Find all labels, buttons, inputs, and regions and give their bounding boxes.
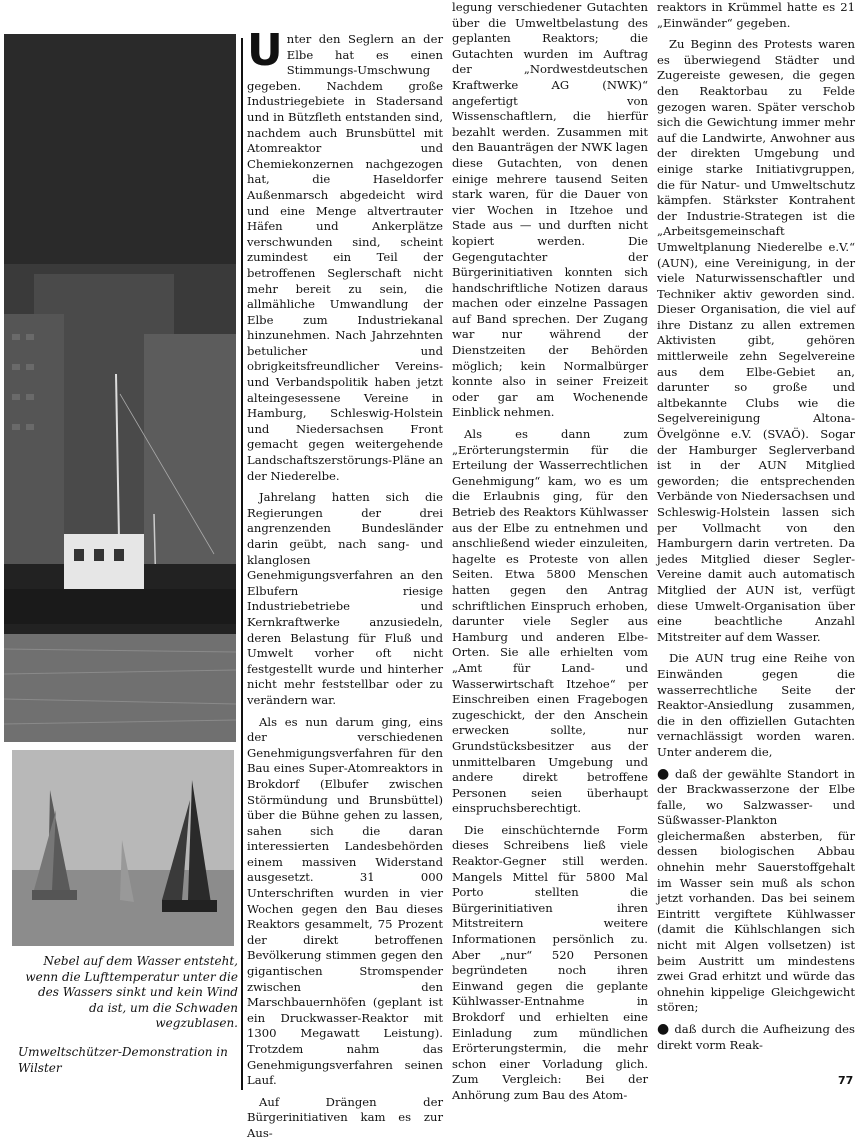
paragraph: Als es dann zum „Erörterungstermin für die Erteilung der Wasserrechtlichen Genehmigung“ kam, wo es um die Erlaubnis ging, für den Betrieb des Reaktors Kühlwasser aus der Elbe zu entnehmen und anschließend wieder einzuleiten, hagelte es Proteste von allen Seiten. Etwa 5800 Menschen hatten gegen den Antrag schriftlichen Einspruch erhoben, darunter viele Segler aus Hamburg und anderen Elbe-Orten. Sie alle erhielten vom „Amt für Land- und Wasserwirtschaft Itzehoe“ per Einschreiben einen Fragebogen zugeschickt, der den Anschein erwecken sollte, nur Grundstücksbesitzer aus der unmittelbaren Umgebung und andere direkt betroffene Personen seien überhaupt einspruchsberechtigt. [452, 427, 648, 816]
bullet-item [657, 1022, 855, 1053]
paragraph-text: nter den Seglern an der Elbe hat es einen Stimmungs-Umschwung gegeben. Nachdem große Industriegebiete in Stadersand und in Bützfleth entstanden sind, nachdem auch Brunsbüttel mit Atomreaktor und Chemiekonzernen nachgezogen hat, die Haseldorfer Außenmarsch abgedeicht wird und eine Menge altvertrauter Häfen und Ankerplätze verschwunden sind, scheint zumindest ein Teil der betroffenen Seglerschaft nicht mehr bereit zu sein, die allmähliche Umwandlung der Elbe zum Industriekanal hinzunehmen. Nach Jahrzehnten betulicher und obrigkeitsfreundlicher Vereins- und Verbandspolitik haben jetzt alteingesessene Vereine in Hamburg, Schleswig-Holstein und Niedersachsen Front gemacht gegen weitergehende Landschaftszerstörungs-Pläne an der Niederelbe. [247, 32, 443, 483]
paragraph: Auf Drängen der Bürgerinitiativen kam es zur Aus- [247, 1094, 443, 1140]
bullet-text: daß der gewählte Standort in der Brackwasserzone der Elbe falle, wo Salzwasser- und Süßwasser-Plankton gleichermaßen absterben, für dessen biologischen Abbau ohnehin mehr Sauerstoffgehalt im Wasser sein muß als schon jetzt vorhanden. Das bei seinem Eintritt vergiftete Kühlwasser (damit die Kühlschlangen sich nicht mit Algen vollsetzen) ist beim Austritt um mindestens zwei Grad erhitzt und würde das ohnehin kippelige Gleichgewicht stören; [657, 766, 856, 1015]
fog-sailboats-photo [12, 750, 234, 946]
fog-photo-caption: Nebel auf dem Wasser entsteht, wenn die Lufttemperatur unter die des Wassers sinkt und kein Wind da ist, um die Schwaden wegzublasen. [25, 954, 238, 1030]
drop-cap: U [247, 25, 283, 76]
paragraph [247, 25, 443, 484]
bullet-icon: ● [657, 1021, 671, 1037]
column-rule [241, 38, 243, 1090]
harbor-photo [4, 34, 236, 742]
paragraph: Die einschüchternde Form dieses Schreibens ließ viele Reaktor-Gegner still werden. Mangels Mittel für 5800 Mal Porto stellten die Bürgerinitiativen ihren Mitstreitern weitere Informationen persönlich zu. Aber „nur“ 520 Personen begründeten noch ihren Einwand gegen die geplante Kühlwasser-Entnahme in Brokdorf und erhielten eine Einladung zum mündlichen Erörterungstermin, die mehr schon einer Vorladung glich. Zum Vergleich: Bei der Anhörung zum Bau des Atom- [452, 822, 648, 1102]
paragraph: Als es nun darum ging, eins der verschiedenen Genehmigungsverfahren für den Bau eines Super-Atomreaktors in Brokdorf (Elbufer zwischen Störmündung und Brunsbüttel) über die Bühne gehen zu lassen, sahen sich die daran interessierten Landesbehörden einem massiven Widerstand ausgesetzt. 31 000 Unterschriften wurden in vier Wochen gegen den Bau dieses Reaktors gesammelt, 75 Prozent der direkt betroffenen Bevölkerung stimmen gegen den gigantischen Stromspender zwischen den Marschbauernhöfen (geplant ist ein Druckwasser-Reaktor mit 1300 Megawatt Leistung). Trotzdem nahm das Genehmigungsverfahren seinen Lauf. [247, 714, 443, 1088]
article-column-3 [657, 0, 855, 1059]
harbor-image [4, 34, 236, 742]
paragraph: Jahrelang hatten sich die Regierungen der drei angrenzenden Bundesländer darin geübt, nach sang- und klanglosen Genehmigungsverfahren an den Elbufern riesige Industriebetriebe und Kernkraftwerke anzusiedeln, deren Belastung für Fluß und Umwelt vorher oft nicht festgestellt wurde und hinterher nicht mehr feststellbar oder zu verändern war. [247, 490, 443, 707]
bullet-text: daß durch die Aufheizung des direkt vorm Reak- [657, 1022, 855, 1052]
article-column-1 [247, 25, 443, 1148]
paragraph: reaktors in Krümmel hatte es 21 „Einwänder“ gegeben. [657, 0, 855, 30]
paragraph: Die AUN trug eine Reihe von Einwänden gegen die wasserrechtliche Seite der Reaktor-Ansiedlung zusammen, die in den offiziellen Gutachten vernachlässigt worden waren. Unter anderem die, [657, 651, 855, 759]
paragraph: legung verschiedener Gutachten über die Umweltbelastung des geplanten Reaktors; die Gutachten wurden im Auftrag der „Nordwestdeutschen Kraftwerke AG (NWK)“ angefertigt von Wissenschaftlern, die hierfür bezahlt werden. Zusammen mit den Bauanträgen der NWK lagen diese Gutachten, von denen einige mehrere tausend Seiten stark waren, für die Dauer von vier Wochen in Itzehoe und Stade aus — und durften nicht kopiert werden. Die Gegengutachter der Bürgerinitiativen konnten sich handschriftliche Notizen daraus machen oder einzelne Passagen auf Band sprechen. Der Zugang war nur während der Dienstzeiten der Behörden möglich; kein Normalbürger konnte also in seiner Freizeit oder gar am Wochenende Einblick nehmen. [452, 0, 648, 420]
bullet-item [657, 767, 855, 1017]
page-number: 77 [838, 1074, 854, 1087]
bullet-icon: ● [657, 765, 671, 782]
demo-photo-caption: Umweltschützer-Demonstration in Wilster [18, 1045, 228, 1075]
paragraph: Zu Beginn des Protests waren es überwiegend Städter und Zugereiste gewesen, die gegen den Reaktorbau zu Felde gezogen waren. Später verschob sich die Gewichtung immer mehr auf die Landwirte, Anwohner aus der direkten Umgebung und einige starke Initiativgruppen, die für Natur- und Umweltschutz kämpfen. Stärkster Kontrahent der Industrie-Strategen ist die „Arbeitsgemeinschaft Umweltplanung Niederelbe e.V.“ (AUN), eine Vereinigung, in der viele Naturwissenschaftler und Techniker aktiv geworden sind. Dieser Organisation, die viel auf ihre Distanz zu allen extremen Aktivisten gibt, gehören mittlerweile zehn Segelvereine aus dem Elbe-Gebiet an, darunter so große und altbekannte Clubs wie die Segelvereinigung Altona-Övelgönne e.V. (SVAÖ). Sogar der Hamburger Seglerverband ist in der AUN Mitglied geworden; die entsprechenden Verbände von Niedersachsen und Schleswig-Holstein lassen sich per Vollmacht von den Hamburgern darin vertreten. Da jedes Mitglied dieser Segler-Vereine damit auch automatisch Mitglied der AUN ist, verfügt diese Umwelt-Organisation über eine beachtliche Anzahl Mitstreiter auf dem Wasser. [657, 37, 855, 644]
fog-image [12, 750, 234, 946]
article-column-2 [452, 0, 648, 1110]
